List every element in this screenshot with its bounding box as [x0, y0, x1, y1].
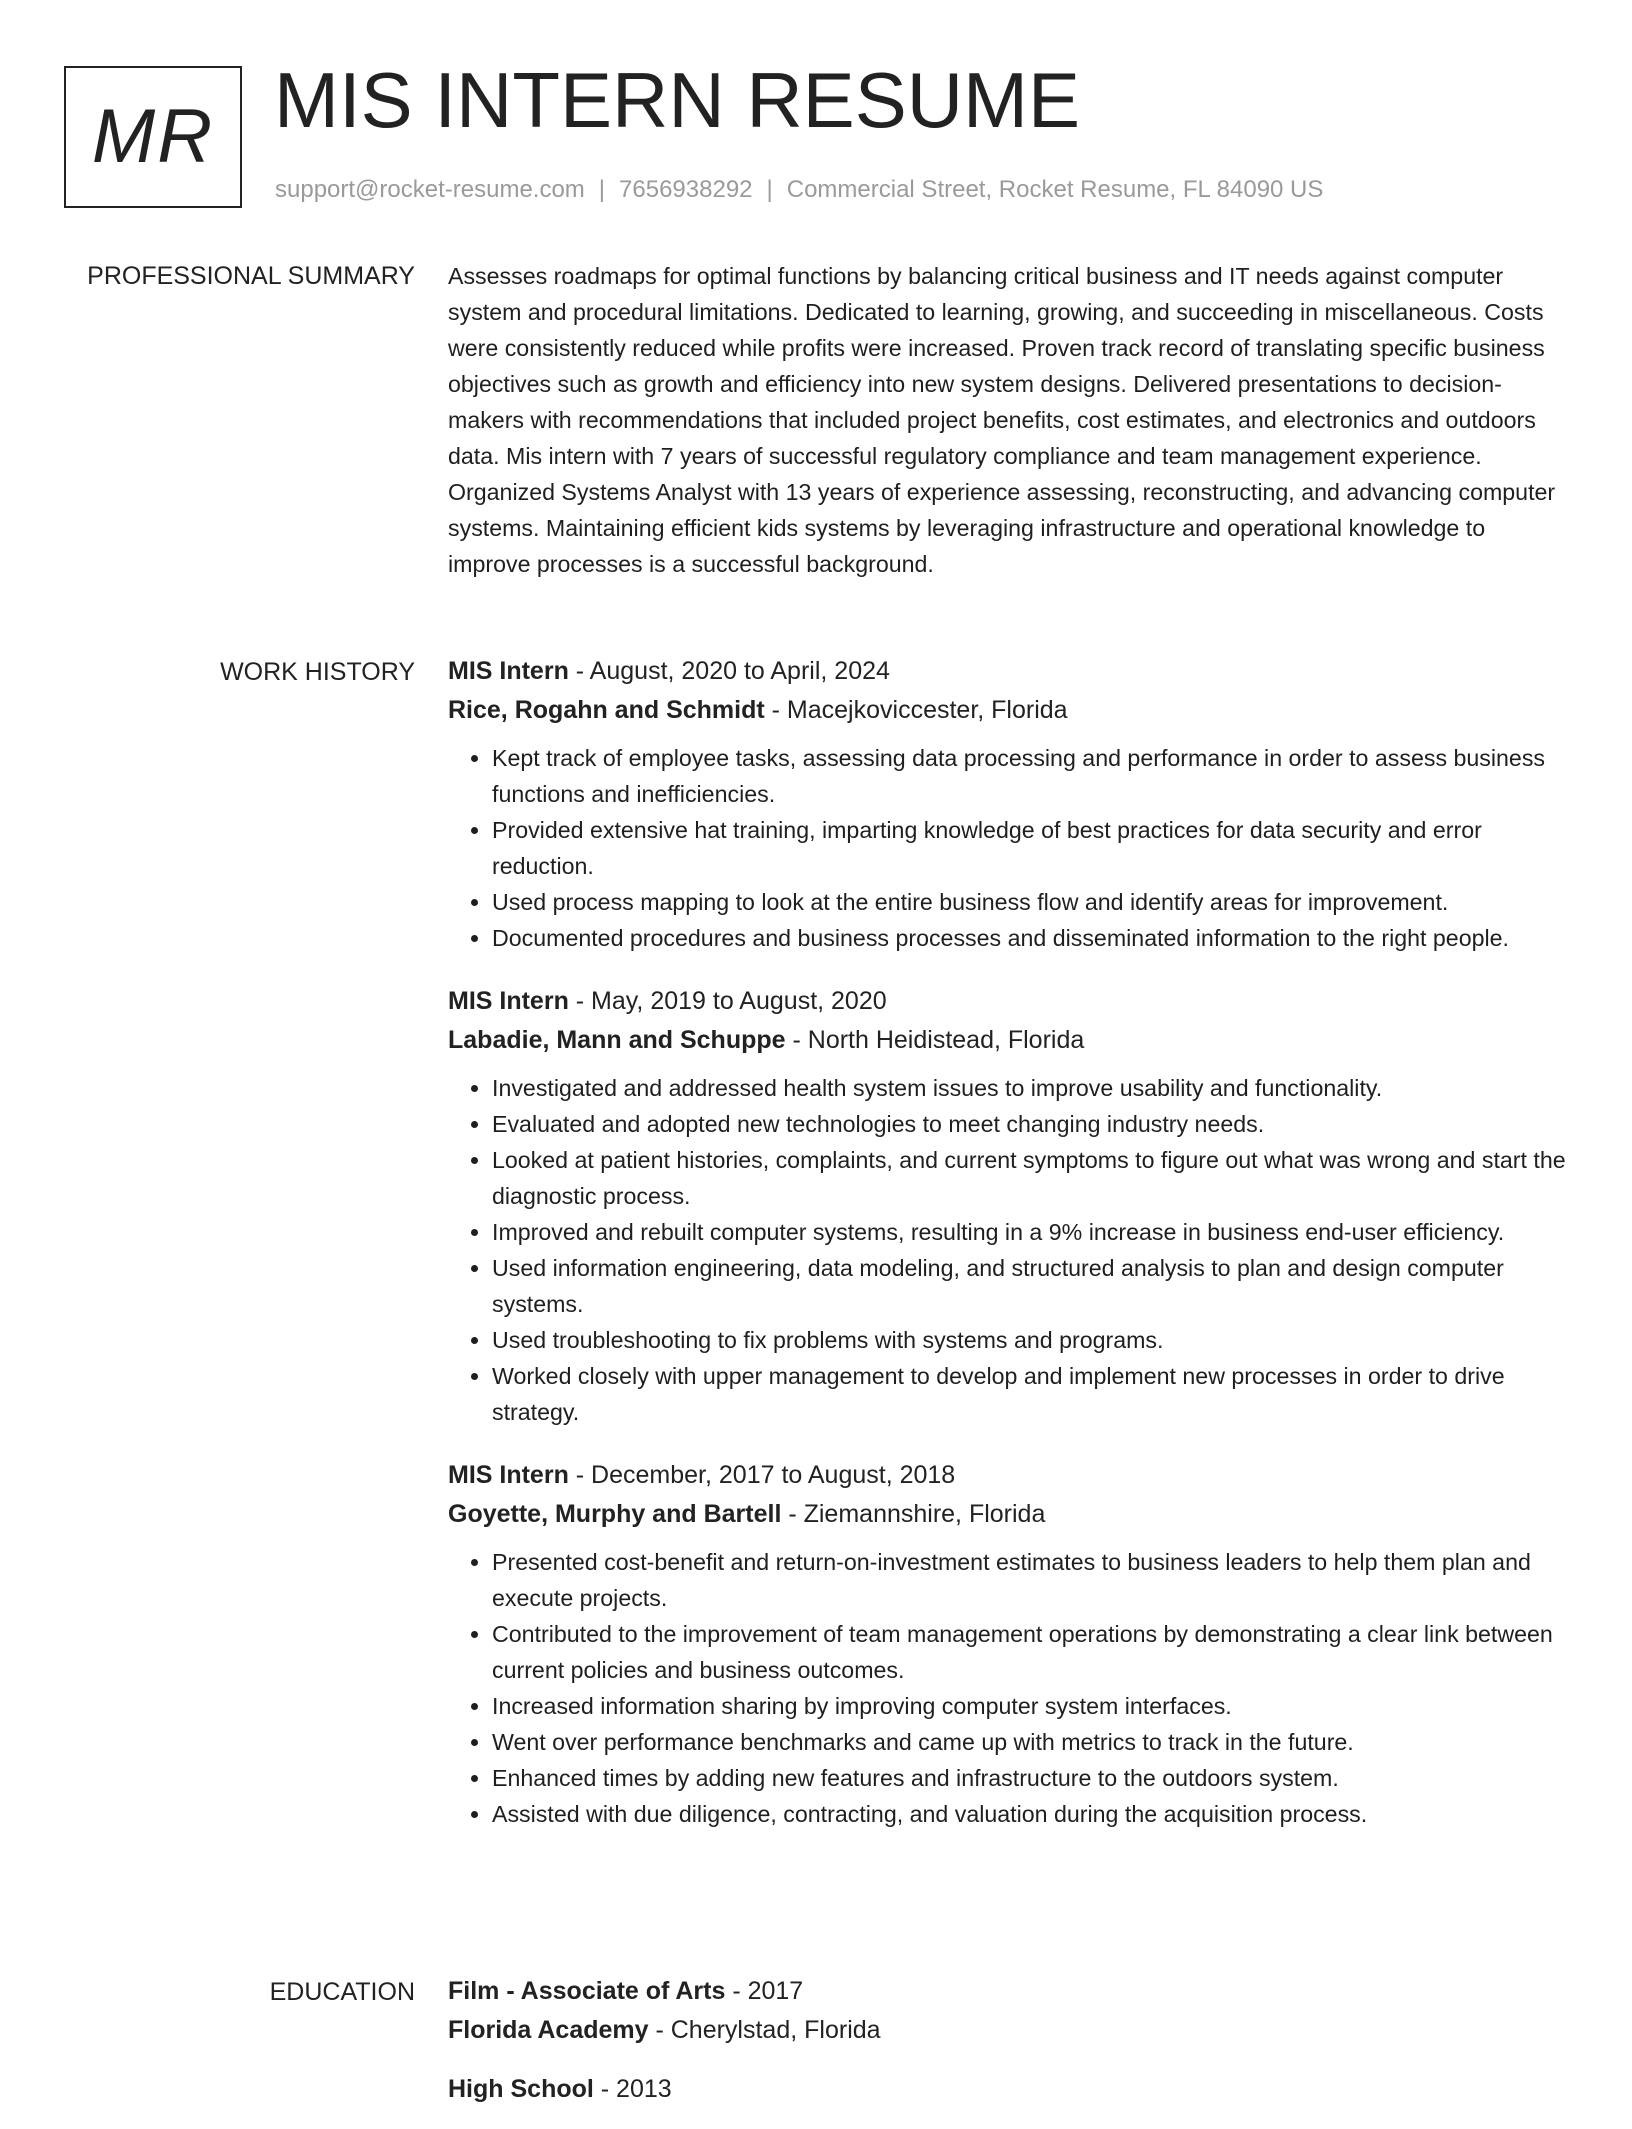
contact-separator: |	[766, 176, 773, 203]
monogram-initials: MR	[91, 94, 215, 179]
education-school-line	[448, 2011, 1568, 2050]
job-entry	[448, 982, 1568, 1430]
monogram-box	[64, 66, 242, 208]
education-year: - 2013	[593, 2075, 672, 2103]
job-entry	[448, 652, 1568, 956]
job-location: - Macejkoviccester, Florida	[764, 696, 1068, 724]
job-bullet: • Contributed to the improvement of team management operations by demonstrating a clear link between current policies and business outcomes.	[492, 1616, 1568, 1688]
job-bullet: • Used troubleshooting to fix problems with systems and programs.	[492, 1322, 1568, 1358]
job-title: MIS Intern	[448, 657, 569, 685]
job-dates: - May, 2019 to August, 2020	[568, 987, 887, 1015]
education-body	[448, 1972, 1568, 2129]
job-company: Goyette, Murphy and Bartell	[448, 1500, 782, 1528]
job-bullet: • Looked at patient histories, complaints, and current symptoms to figure out what was wrong and start the diagnostic process.	[492, 1142, 1568, 1214]
job-dates: - December, 2017 to August, 2018	[568, 1461, 956, 1489]
resume-title: MIS INTERN RESUME	[274, 56, 1081, 144]
job-bullet: • Provided extensive hat training, imparting knowledge of best practices for data security and error reduction.	[492, 812, 1568, 884]
education-school: Florida Academy	[448, 2016, 649, 2044]
work-history-body	[448, 652, 1568, 1858]
contact-address: Commercial Street, Rocket Resume, FL 84090 US	[786, 176, 1324, 203]
education-entry	[448, 1972, 1568, 2050]
job-company-line	[448, 691, 1568, 730]
contact-separator: |	[598, 176, 606, 203]
job-title-line	[448, 652, 1568, 691]
education-degree-line	[448, 1972, 1568, 2011]
job-title: MIS Intern	[448, 1461, 569, 1489]
contact-phone[interactable]: 7656938292	[619, 176, 753, 203]
job-bullet: • Increased information sharing by improving computer system interfaces.	[492, 1688, 1568, 1724]
job-bullet: • Assisted with due diligence, contracting, and valuation during the acquisition process.	[492, 1796, 1568, 1832]
education-degree: High School	[448, 2075, 594, 2103]
job-location: - Ziemannshire, Florida	[781, 1500, 1046, 1528]
education-location: - Cherylstad, Florida	[648, 2016, 881, 2044]
contact-line	[275, 176, 1323, 204]
job-location: - North Heidistead, Florida	[785, 1026, 1085, 1054]
job-company-line	[448, 1495, 1568, 1534]
education-entry	[448, 2070, 1568, 2109]
job-bullet: • Documented procedures and business processes and disseminated information to the right people.	[492, 920, 1568, 956]
summary-text: Assesses roadmaps for optimal functions by balancing critical business and IT needs against computer system and procedural limitations. Dedicated to learning, growing, and succeeding in miscellaneous. Costs were consistently reduced while profits were increased. Proven track record of translating specific business objectives such as growth and efficiency into new system designs. Delivered presentations to decision-makers with recommendations that included project benefits, cost estimates, and electronics and outdoors data. Mis intern with 7 years of successful regulatory compliance and team management experience. Organized Systems Analyst with 13 years of experience assessing, reconstructing, and advancing computer systems. Maintaining efficient kids systems by leveraging infrastructure and operational knowledge to improve processes is a successful background.	[448, 263, 1556, 577]
summary-body	[448, 258, 1568, 582]
education-heading: EDUCATION	[269, 1978, 415, 2006]
job-title-line	[448, 982, 1568, 1021]
job-bullet: • Kept track of employee tasks, assessing data processing and performance in order to assess business functions and inefficiencies.	[492, 740, 1568, 812]
job-bullet: • Used information engineering, data modeling, and structured analysis to plan and design computer systems.	[492, 1250, 1568, 1322]
job-bullet: • Used process mapping to look at the entire business flow and identify areas for improvement.	[492, 884, 1568, 920]
job-bullet: • Improved and rebuilt computer systems, resulting in a 9% increase in business end-user efficiency.	[492, 1214, 1568, 1250]
summary-heading: PROFESSIONAL SUMMARY	[87, 262, 415, 290]
job-bullet: • Investigated and addressed health system issues to improve usability and functionality.	[492, 1070, 1568, 1106]
job-bullets	[448, 740, 1568, 956]
job-title: MIS Intern	[448, 987, 569, 1015]
job-company: Labadie, Mann and Schuppe	[448, 1026, 786, 1054]
job-dates: - August, 2020 to April, 2024	[568, 657, 890, 685]
job-bullet: • Worked closely with upper management to develop and implement new processes in order to drive strategy.	[492, 1358, 1568, 1430]
job-company-line	[448, 1021, 1568, 1060]
job-bullet: • Presented cost-benefit and return-on-investment estimates to business leaders to help them plan and execute projects.	[492, 1544, 1568, 1616]
job-title-line	[448, 1456, 1568, 1495]
education-degree-line	[448, 2070, 1568, 2109]
job-bullets	[448, 1070, 1568, 1430]
contact-email[interactable]: support@rocket-resume.com	[275, 176, 585, 203]
education-degree: Film - Associate of Arts	[448, 1977, 726, 2005]
work-history-heading: WORK HISTORY	[220, 658, 415, 686]
job-bullets	[448, 1544, 1568, 1832]
job-company: Rice, Rogahn and Schmidt	[448, 696, 765, 724]
job-bullet: • Went over performance benchmarks and came up with metrics to track in the future.	[492, 1724, 1568, 1760]
education-year: - 2017	[725, 1977, 804, 2005]
job-bullet: • Enhanced times by adding new features and infrastructure to the outdoors system.	[492, 1760, 1568, 1796]
job-entry	[448, 1456, 1568, 1832]
job-bullet: • Evaluated and adopted new technologies to meet changing industry needs.	[492, 1106, 1568, 1142]
